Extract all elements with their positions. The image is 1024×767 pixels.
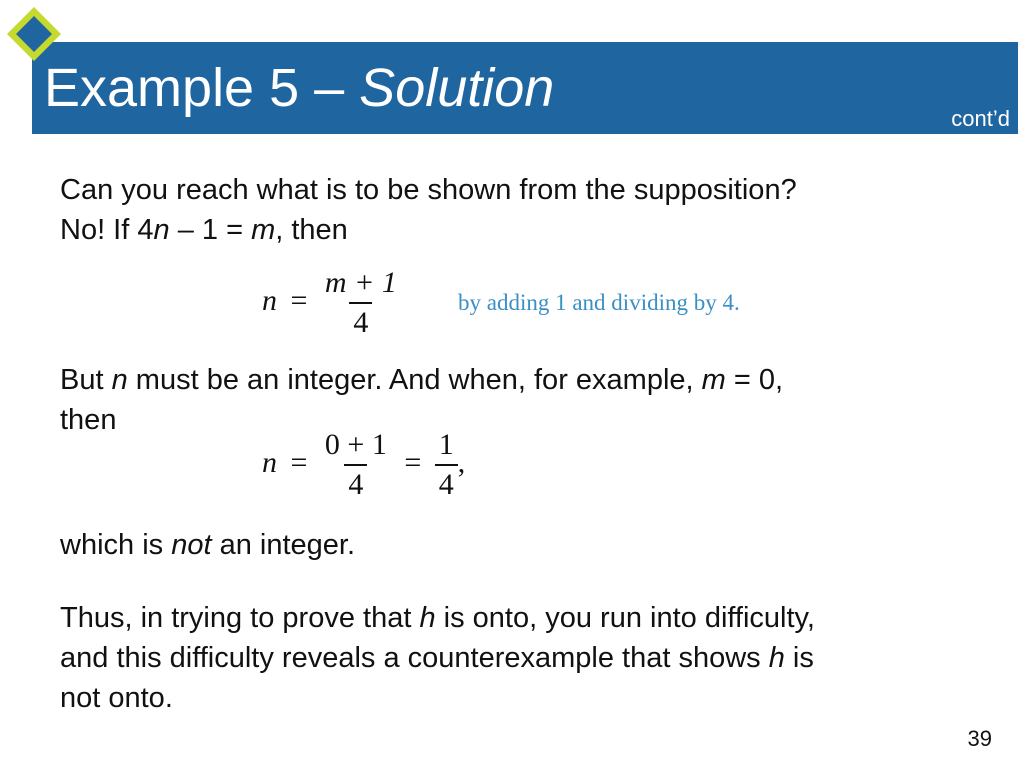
para4-var-h-2: h xyxy=(768,642,785,674)
para1-line2 xyxy=(60,210,348,250)
slide-title xyxy=(44,52,554,124)
equation-1 xyxy=(262,266,401,340)
eq1-denominator: 4 xyxy=(349,302,372,340)
para2-text-a: But xyxy=(60,364,112,396)
slide-title-italic: Solution xyxy=(359,58,555,118)
eq2-fraction-1 xyxy=(321,428,391,502)
para2-line2: then xyxy=(60,404,117,436)
para1-text-a: No! If 4 xyxy=(60,214,154,246)
eq2-denominator-1: 4 xyxy=(344,464,367,502)
eq2-comma: , xyxy=(457,445,466,479)
para4-line2 xyxy=(60,638,814,678)
eq1-equals: = xyxy=(290,283,308,317)
eq1-lhs: n xyxy=(262,283,277,317)
eq2-numerator-1: 0 + 1 xyxy=(324,428,387,461)
para2-line1 xyxy=(60,360,783,400)
eq1-numerator: m + 1 xyxy=(324,266,397,299)
para2-var-n: n xyxy=(111,364,128,396)
equation-2 xyxy=(262,428,465,502)
para4-text-c: and this difficulty reveals a counterexample that shows xyxy=(60,642,769,674)
eq2-numerator-2: 1 xyxy=(438,428,454,461)
para1-var-n: n xyxy=(153,214,170,246)
continued-label: cont’d xyxy=(951,106,1010,131)
eq2-fraction-2 xyxy=(435,428,458,502)
para4-line1 xyxy=(60,598,815,638)
eq1-annotation: by adding 1 and dividing by 4. xyxy=(458,290,740,315)
para4-line3: not onto. xyxy=(60,682,173,714)
para1-text-c: , then xyxy=(275,214,348,246)
para2-var-m: m xyxy=(701,364,726,396)
para3-text-a: which is xyxy=(60,529,172,561)
para1-line1: Can you reach what is to be shown from the supposition? xyxy=(60,174,797,206)
para1-var-m: m xyxy=(251,214,276,246)
eq2-equals-2: = xyxy=(404,445,422,479)
para4-var-h-1: h xyxy=(419,602,436,634)
para1-text-b: – 1 = xyxy=(169,214,252,246)
para4-text-a: Thus, in trying to prove that xyxy=(60,602,420,634)
eq1-fraction xyxy=(321,266,401,340)
para2-text-b: must be an integer. And when, for example, xyxy=(127,364,702,396)
para3-line xyxy=(60,525,355,565)
eq2-lhs: n xyxy=(262,445,277,479)
para3-text-b: an integer. xyxy=(211,529,356,561)
slide-title-main: Example 5 – xyxy=(44,58,360,118)
page-number: 39 xyxy=(967,726,992,751)
eq2-denominator-2: 4 xyxy=(435,464,458,502)
para4-text-d: is xyxy=(784,642,814,674)
para4-text-b: is onto, you run into difficulty, xyxy=(435,602,815,634)
para3-emphasis-not: not xyxy=(171,529,212,561)
eq2-equals-1: = xyxy=(290,445,308,479)
para2-text-c: = 0, xyxy=(725,364,784,396)
